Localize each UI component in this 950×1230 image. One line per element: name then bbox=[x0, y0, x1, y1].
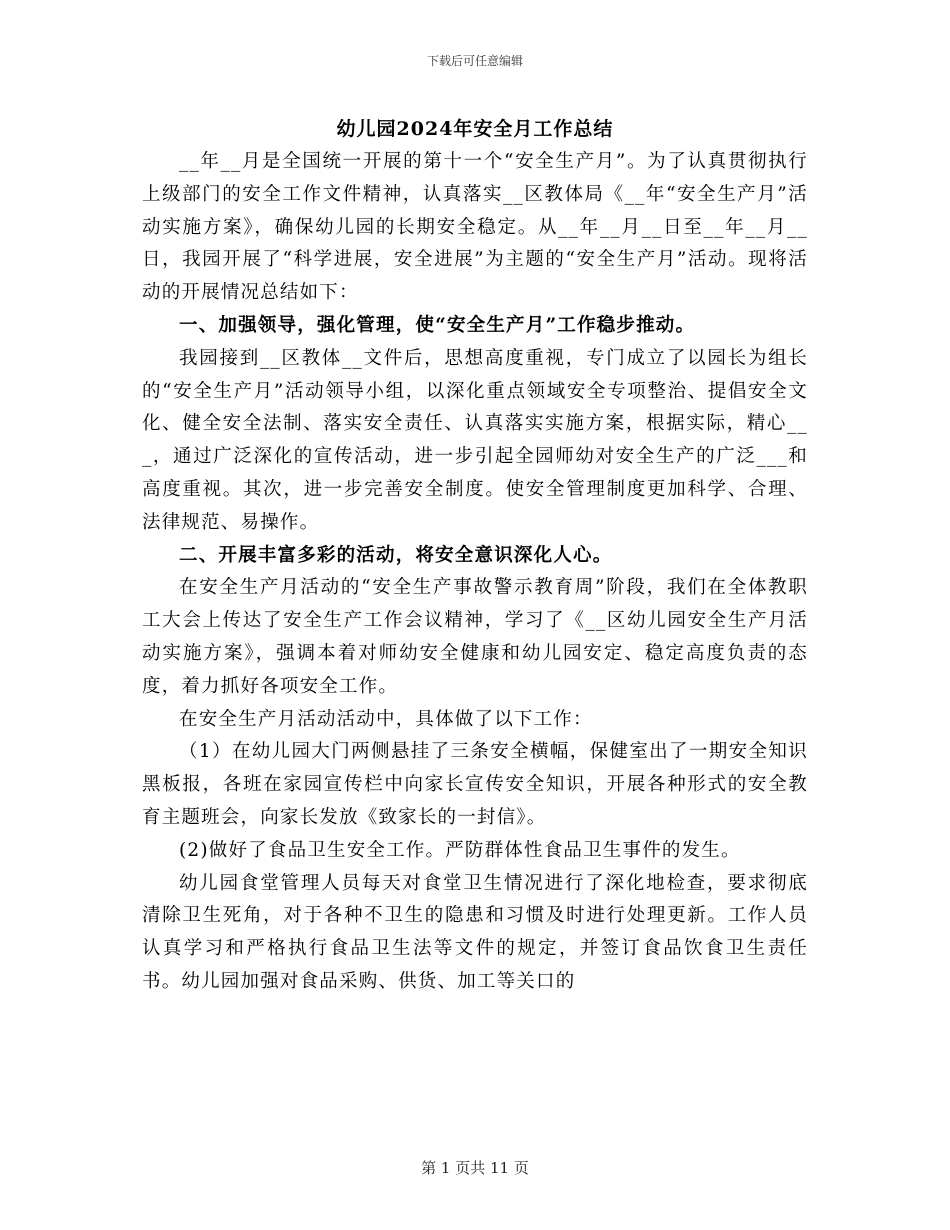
page-header: 下载后可任意编辑 bbox=[426, 54, 523, 68]
paragraph-work-intro: 在安全生产月活动活动中，具体做了以下工作： bbox=[179, 708, 593, 730]
document-title: 幼儿园2024年安全月工作总结 bbox=[336, 118, 614, 140]
paragraph-item-1: （1）在幼儿园大门两侧悬挂了三条安全横幅，保健室出了一期安全知识黑板报，各班在家园宣传栏中向家长宣传安全知识，开展各种形式的安全教育主题班会，向家长发放《致家长的一封信》。 bbox=[142, 741, 808, 828]
paragraph-canteen: 幼儿园食堂管理人员每天对食堂卫生情况进行了深化地检查，要求彻底清除卫生死角，对于各种不卫生的隐患和习惯及时进行处理更新。工作人员认真学习和严格执行食品卫生法等文件的规定，并签订食品饮食卫生责任书。幼儿园加强对食品采购、供货、加工等关口的 bbox=[142, 872, 808, 992]
paragraph-section-1: 我园接到__区教体__文件后，思想高度重视，专门成立了以园长为组长的“安全生产月”活动领导小组，以深化重点领域安全专项整治、提倡安全文化、健全安全法制、落实安全责任、认真落实实施方案，根据实际，精心___，通过广泛深化的宣传活动，进一步引起全园师幼对安全生产的广泛___和高度重视。其次，进一步完善安全制度。使安全管理制度更加科学、合理、法律规范、易操作。 bbox=[142, 347, 808, 533]
section-heading-2: 二、开展丰富多彩的活动，将安全意识深化人心。 bbox=[179, 544, 613, 566]
paragraph-item-2: (2)做好了食品卫生安全工作。严防群体性食品卫生事件的发生。 bbox=[179, 839, 741, 861]
section-heading-1: 一、加强领导，强化管理，使“安全生产月”工作稳步推动。 bbox=[179, 314, 696, 336]
paragraph-warning-week: 在安全生产月活动的“安全生产事故警示教育周”阶段，我们在全体教职工大会上传达了安全生产工作会议精神，学习了《__区幼儿园安全生产月活动实施方案》，强调本着对师幼安全健康和幼儿园安定、稳定高度负责的态度，着力抓好各项安全工作。 bbox=[142, 577, 808, 697]
paragraph-intro: __年__月是全国统一开展的第十一个“安全生产月”。为了认真贯彻执行上级部门的安全工作文件精神，认真落实__区教体局《__年“安全生产月”活动实施方案》，确保幼儿园的长期安全稳定。从__年__月__日至__年__月__日，我园开展了“科学进展，安全进展”为主题的“安全生产月”活动。现将活动的开展情况总结如下： bbox=[142, 151, 808, 304]
document-body bbox=[142, 112, 808, 999]
page-footer: 第 1 页共 11 页 bbox=[421, 1159, 529, 1177]
